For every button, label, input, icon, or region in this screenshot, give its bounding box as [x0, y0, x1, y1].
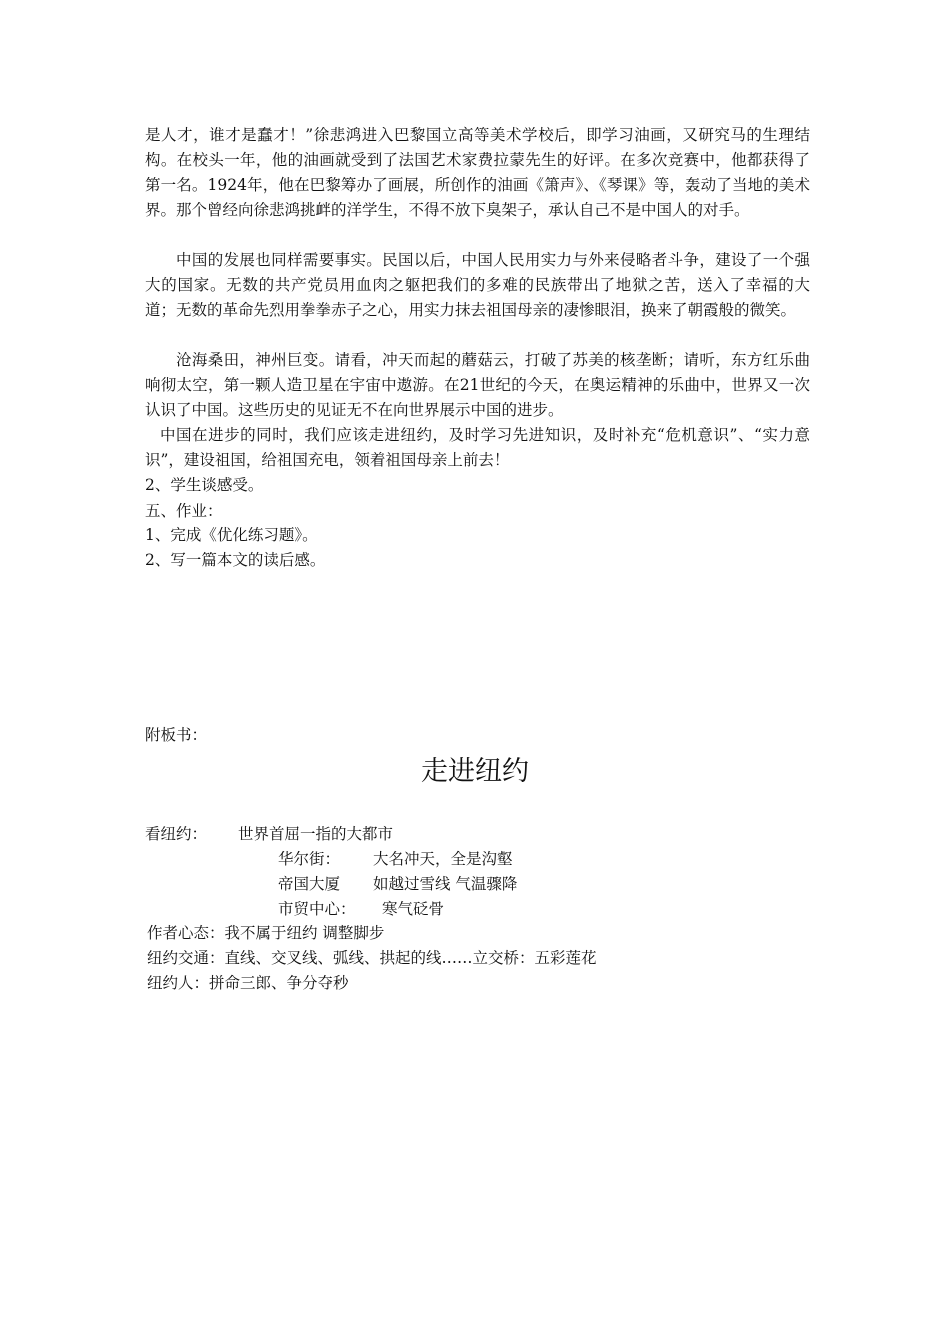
wtc-label: 市贸中心：: [278, 900, 356, 918]
paragraph-china-progress: 沧海桑田，神州巨变。请看，冲天而起的蘑菇云，打破了苏美的核垄断；请听，东方红乐曲响彻太空，第一颗人造卫星在宇宙中遨游。在21世纪的今天，在奥运精神的乐曲中，世界又一次认识了中国。这些历史的见证无不在向世界展示中国的进步。: [145, 351, 810, 419]
empire-text: 如越过雪线 气温骤降: [373, 875, 518, 893]
board-mind: 作者心态：我不属于纽约 调整脚步: [147, 924, 385, 942]
wallst-label: 华尔街：: [278, 850, 341, 868]
paragraph-china-development: 中国的发展也同样需要事实。民国以后，中国人民用实力与外来侵略者斗争，建设了一个强大的国家。无数的共产党员用血肉之躯把我们的多难的民族带出了地狱之苦，送入了幸福的大道；无数的革命先烈用拳拳赤子之心，用实力抹去祖国母亲的凄惨眼泪，换来了朝霞般的微笑。: [145, 251, 810, 319]
board-label: 附板书：: [145, 726, 208, 744]
wtc-text: 寒气砭骨: [382, 900, 445, 918]
paragraph-xu-beihong: 是人才，谁才是蠢才！”徐悲鸿进入巴黎国立高等美术学校后，即学习油画，又研究马的生理结构。在校头一年，他的油画就受到了法国艺术家费拉蒙先生的好评。在多次竞赛中，他都获得了第一名。1924年，他在巴黎筹办了画展，所创作的油画《箫声》、《琴课》等，轰动了当地的美术界。那个曾经向徐悲鸿挑衅的洋学生，不得不放下臭架子，承认自己不是中国人的对手。: [145, 126, 810, 219]
list-item: 2、写一篇本文的读后感。: [145, 551, 326, 569]
list-item: 1、完成《优化练习题》。: [145, 526, 318, 544]
board-traffic: 纽约交通：直线、交叉线、弧线、拱起的线……立交桥：五彩莲花: [147, 949, 597, 967]
paragraph-conclusion: 中国在进步的同时，我们应该走进纽约，及时学习先进知识，及时补充“危机意识”、“实力意识”，建设祖国，给祖国充电，领着祖国母亲上前去！: [145, 426, 810, 469]
empire-label: 帝国大厦: [278, 875, 341, 893]
list-item: 2、学生谈感受。: [145, 476, 264, 494]
look-label: 看纽约：: [145, 825, 208, 843]
look-text: 世界首屈一指的大都市: [238, 825, 394, 843]
board-people: 纽约人：拼命三郎、争分夺秒: [147, 974, 349, 992]
wallst-text: 大名冲天，全是沟壑: [373, 850, 513, 868]
section-heading-homework: 五、作业：: [145, 502, 223, 520]
board-title: 走进纽约: [421, 756, 529, 787]
